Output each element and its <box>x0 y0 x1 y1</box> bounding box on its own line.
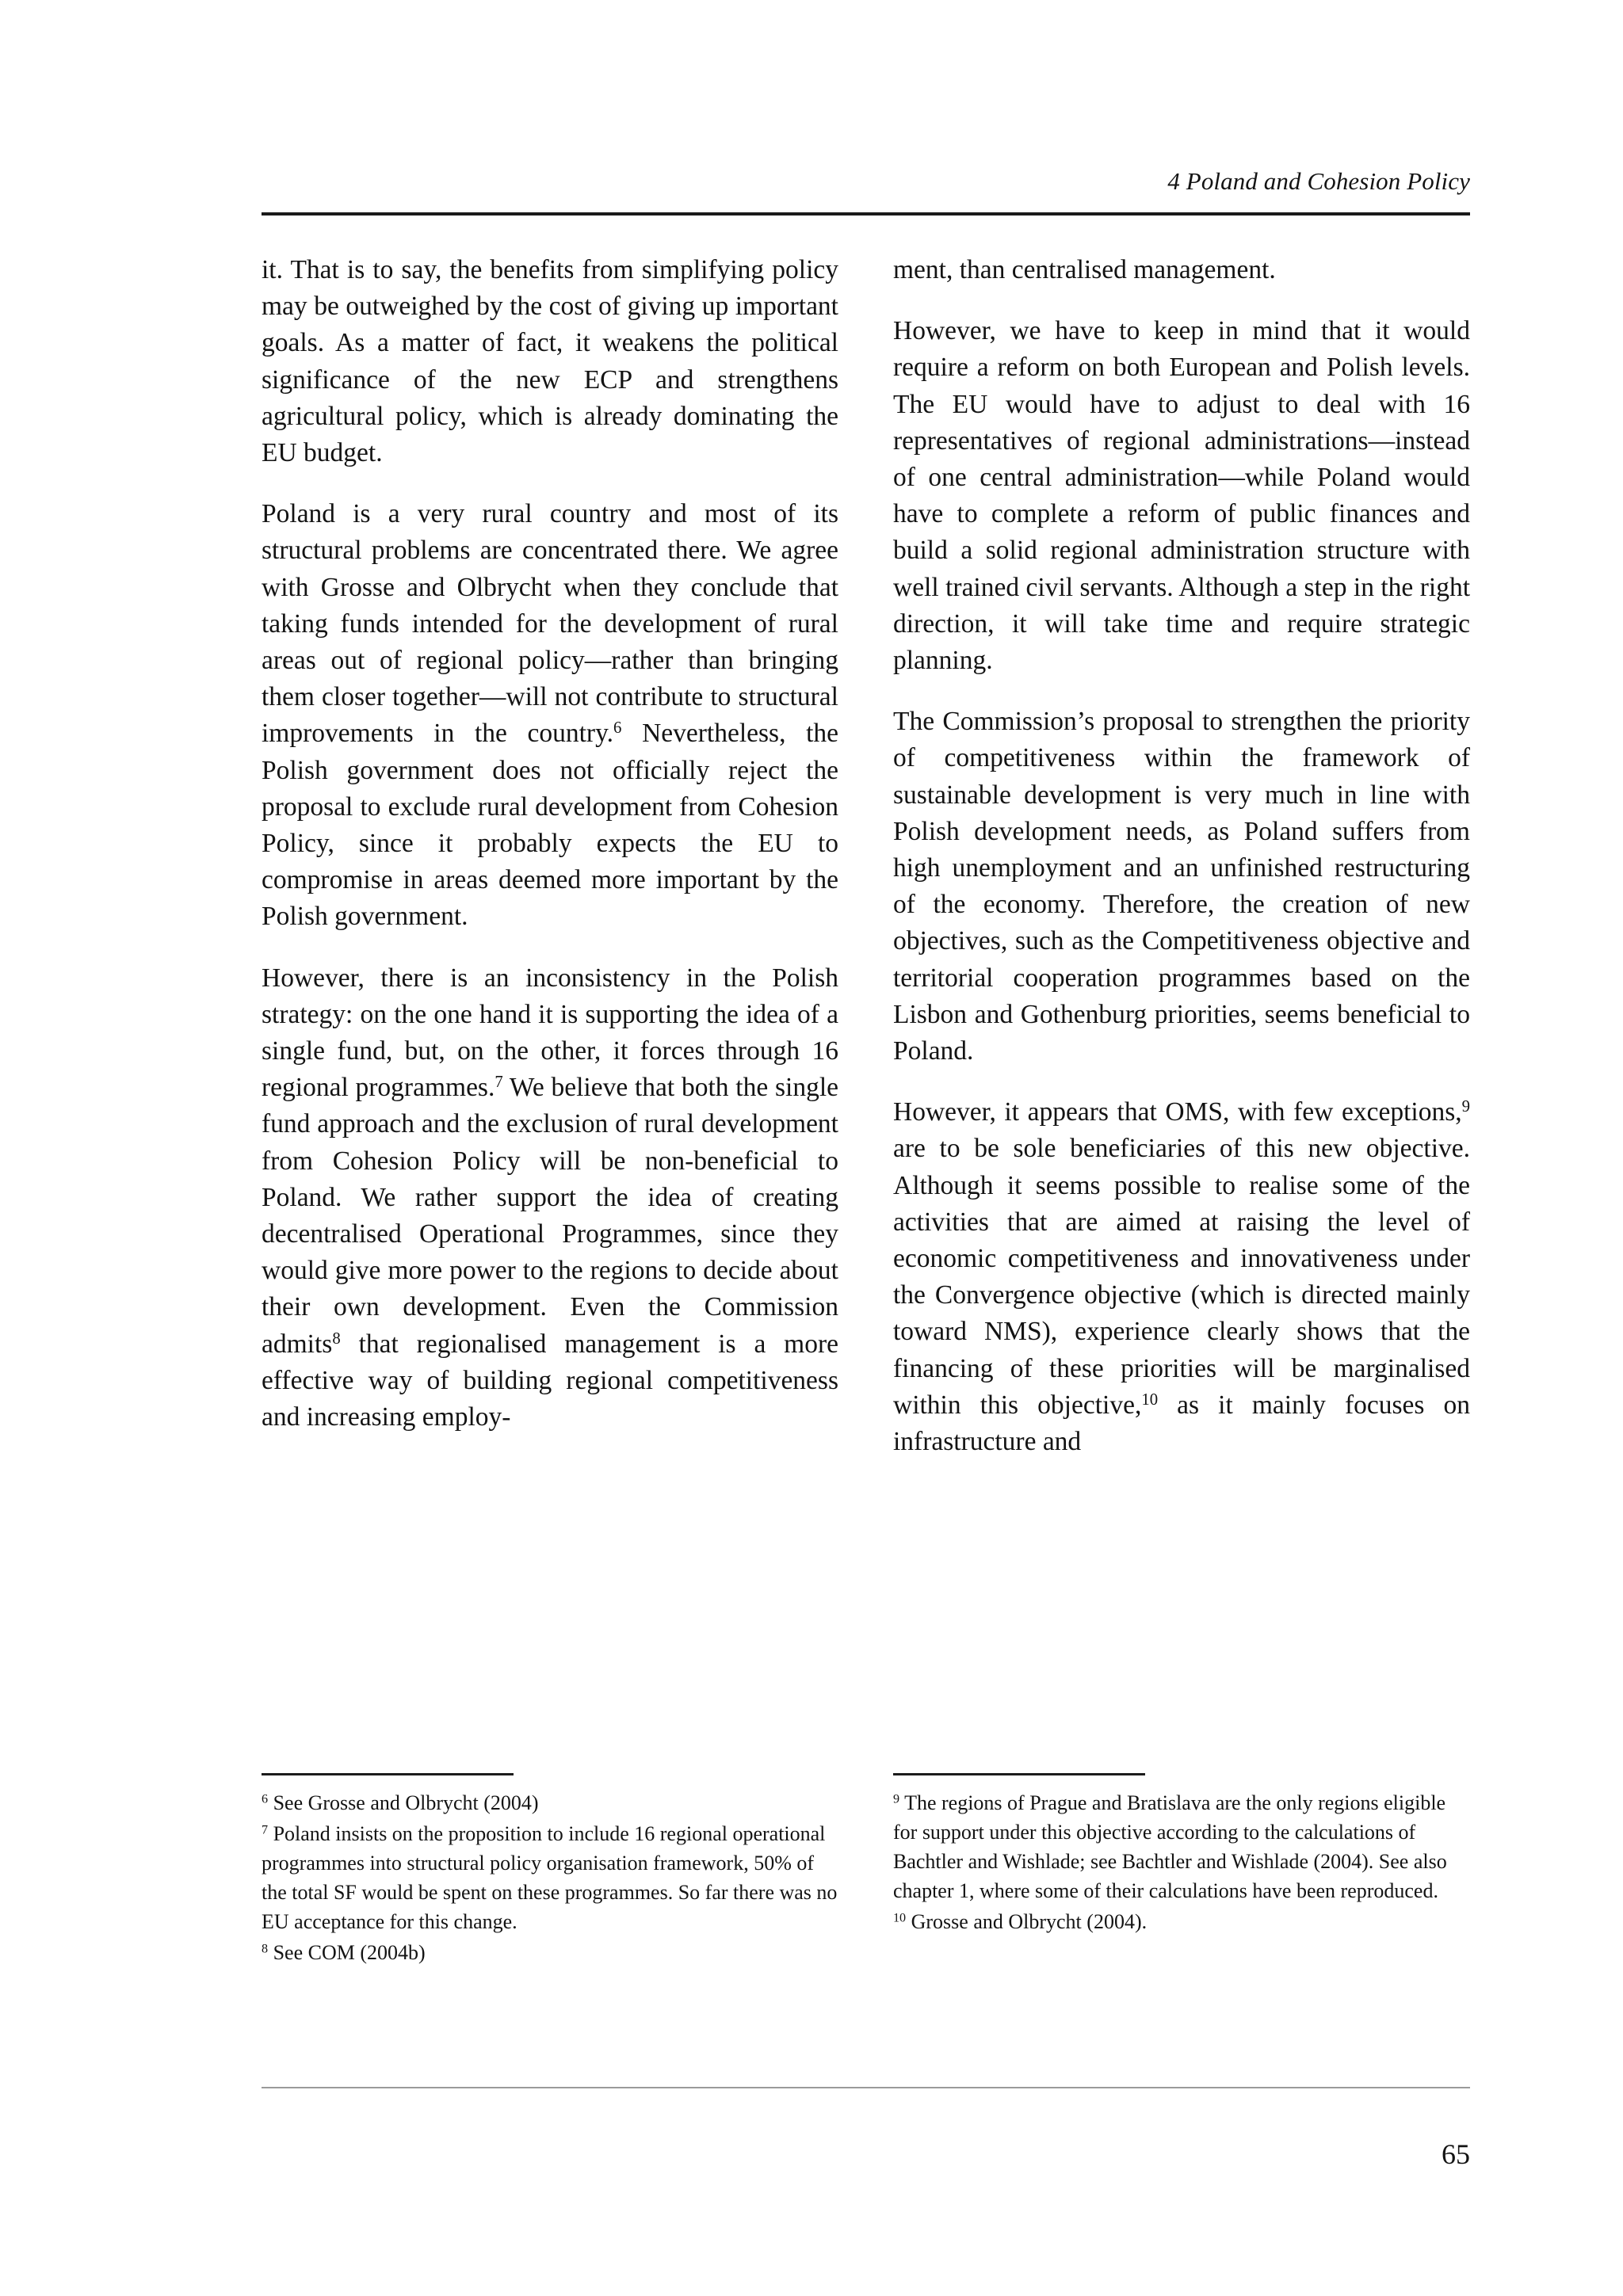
paragraph-text: However, it appears that OMS, with few exceptions, <box>893 1097 1462 1127</box>
footnote-number-6: 6 <box>262 1792 269 1806</box>
footnote-number-7: 7 <box>262 1823 269 1837</box>
footnote-number-10: 10 <box>893 1911 907 1925</box>
footnote-text: Grosse and Olbrycht (2004). <box>906 1910 1148 1933</box>
footnote-number-9: 9 <box>893 1792 900 1806</box>
footnote-marker-6[interactable]: 6 <box>613 719 622 738</box>
footnote-item <box>262 1788 838 1817</box>
footnote-marker-9[interactable]: 9 <box>1461 1097 1470 1116</box>
footnote-marker-8[interactable]: 8 <box>332 1329 341 1348</box>
footnote-text: Poland insists on the proposition to include 16 regional operational programmes into structural policy organisation framework, 50% of the total SF would be spent on these programmes. So far there was no EU acceptance for this change. <box>262 1822 838 1933</box>
paragraph: it. That is to say, the benefits from simplifying policy may be outweighed by the cost of giving up important goals. As a matter of fact, it weakens the political significance of the new ECP and strengthens agricultural policy, which is already dominating the EU budget. <box>262 255 838 468</box>
right-footnote-block <box>893 1773 1470 1936</box>
paragraph-text-tail: as it mainly focuses on infrastructure and <box>893 1390 1471 1457</box>
paragraph <box>262 960 838 1436</box>
footnote-number-8: 8 <box>262 1942 269 1956</box>
page-number: 65 <box>1442 2138 1470 2170</box>
paragraph-text: Poland is a very rural country and most of its structural problems are concentrated there. We agree with Grosse and Olbrycht when they conclude that taking funds intended for the development of rural areas out of regional policy—rather than bringing them closer together—will not contribute to structural improvements in the country. <box>262 499 838 749</box>
paragraph-text-continued: We believe that both the single fund approach and the exclusion of rural development from Cohesion Policy will be non-beneficial to Poland. We rather support the idea of creating decentralised Operational Programmes, since they would give more power to the regions to decide about their own development. Even the Commission admits <box>262 1073 839 1359</box>
footnote-separator-rule <box>262 1773 514 1775</box>
footer-rule <box>262 2087 1470 2088</box>
two-column-body <box>262 252 1470 1460</box>
paragraph-text-continued: are to be sole beneficiaries of this new objective. Although it seems possible to realise some of the activities that are aimed at raising the level of economic competitiveness and innovativeness under the Convergence objective (which is directed mainly toward NMS), experience clearly shows that the financing of these priorities will be marginalised within this objective, <box>893 1134 1470 1420</box>
footnote-item <box>262 1819 838 1936</box>
paragraph <box>262 496 838 935</box>
footnote-text: See Grosse and Olbrycht (2004) <box>268 1791 539 1814</box>
paragraph-text-tail: that regionalised management is a more effective way of building regional competitiveness and increasing employ- <box>262 1329 838 1432</box>
footnote-text: See COM (2004b) <box>268 1941 426 1964</box>
running-header: 4 Poland and Cohesion Policy <box>1167 167 1470 195</box>
footnote-item <box>262 1938 838 1967</box>
footnote-item <box>893 1788 1470 1905</box>
footnote-marker-10[interactable]: 10 <box>1141 1390 1159 1409</box>
paragraph-text: However, there is an inconsistency in the Polish strategy: on the one hand it is supporting the idea of a single fund, but, on the other, it forces through 16 regional programmes. <box>262 963 838 1103</box>
footnote-marker-7[interactable]: 7 <box>495 1073 503 1092</box>
paragraph-text-continued: Nevertheless, the Polish government does not officially reject the proposal to exclude rural development from Cohesion Policy, since it probably expects the EU to compromise in areas deemed more important by the Polish government. <box>262 719 838 932</box>
paragraph: ment, than centralised management. <box>893 255 1276 284</box>
left-column <box>262 252 838 1460</box>
paragraph: The Commission’s proposal to strengthen the priority of competitiveness within the framework of sustainable development is very much in line with Polish development needs, as Poland suffers from high unemployment and an unfinished restructuring of the economy. Therefore, the creation of new objectives, such as the Competitiveness objective and territorial cooperation programmes based on the Lisbon and Gothenburg priorities, seems beneficial to Poland. <box>893 707 1470 1066</box>
left-footnote-block <box>262 1773 838 1967</box>
paragraph: However, we have to keep in mind that it would require a reform on both European and Polish levels. The EU would have to adjust to deal with 16 representatives of regional administrations—instead of one central administration—while Poland would have to complete a reform of public finances and build a solid regional administration structure with well trained civil servants. Although a step in the right direction, it will take time and require strategic planning. <box>893 316 1470 676</box>
footnote-item <box>893 1907 1470 1936</box>
footnote-separator-rule <box>893 1773 1145 1775</box>
footnote-text: The regions of Prague and Bratislava are the only regions eligible for support under this objective according to the calculations of Bachtler and Wishlade; see Bachtler and Wishlade (2004). See also chapter 1, where some of their calculations have been reproduced. <box>893 1791 1447 1902</box>
header-rule <box>262 212 1470 215</box>
right-column <box>893 252 1470 1460</box>
paragraph <box>893 1094 1470 1460</box>
